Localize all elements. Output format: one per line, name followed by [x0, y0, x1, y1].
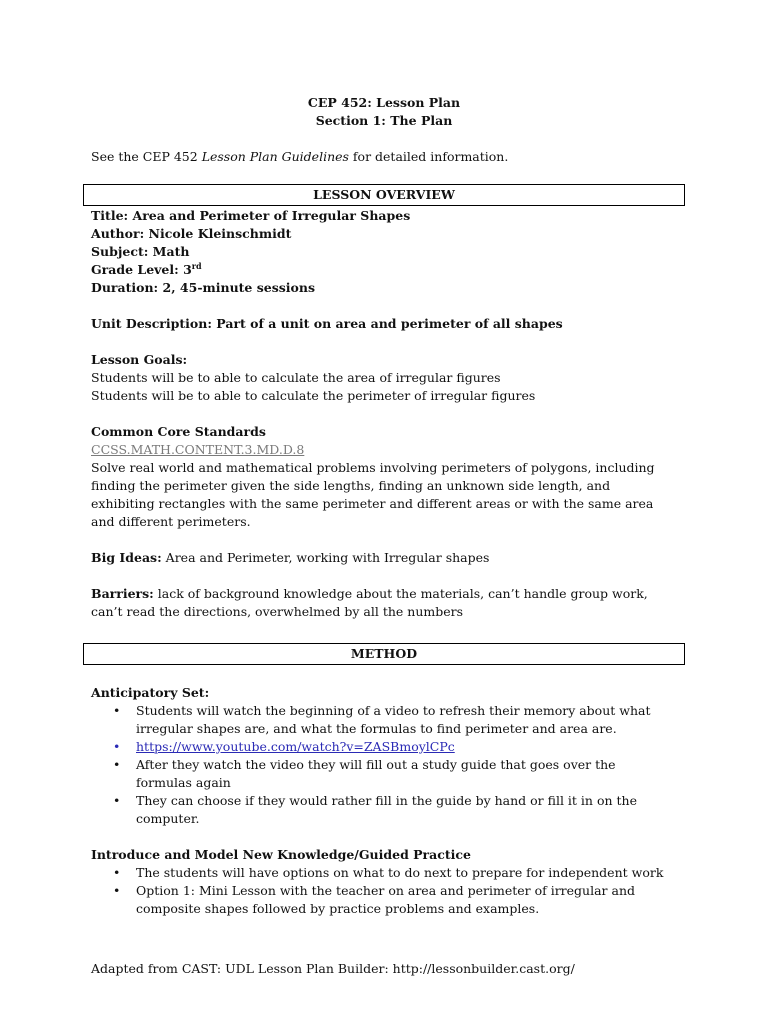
barriers: Barriers: lack of background knowledge about the materials, can’t handle group work, can’t read the directions, overwhelmed by all the numbers [91, 586, 648, 619]
title-line-1: CEP 452: Lesson Plan [307, 95, 461, 110]
big-ideas: Big Ideas: Area and Perimeter, working with Irregular shapes [91, 550, 490, 565]
intro-line [91, 148, 508, 166]
guided-practice-heading: Introduce and Model New Knowledge/Guided Practice [91, 847, 471, 862]
standard-code-link[interactable]: CCSS.MATH.CONTENT.3.MD.D.8 [91, 442, 305, 457]
list-item: • Option 1: Mini Lesson with the teacher on area and perimeter of irregular and composite shapes followed by practice problems and examples. [136, 882, 671, 918]
document-title [0, 94, 768, 130]
intro-after: for detailed information. [348, 149, 509, 164]
method-heading: METHOD [83, 643, 685, 665]
intro-before: See the CEP 452 [91, 149, 202, 164]
guided-practice-list [91, 864, 671, 918]
standard-description: Solve real world and mathematical problems involving perimeters of polygons, including finding the perimeter given the side lengths, finding an unknown side length, and exhibiting rectangles with the same perimeter and different areas or with the same area and different perimeters. [91, 460, 655, 529]
unit-description: Unit Description: Part of a unit on area and perimeter of all shapes [91, 316, 563, 331]
list-item: • After they watch the video they will fill out a study guide that goes over the formulas again [136, 756, 671, 792]
lesson-subject: Subject: Math [91, 244, 190, 259]
lesson-author: Author: Nicole Kleinschmidt [91, 226, 292, 241]
list-item: • Students will watch the beginning of a video to refresh their memory about what irregular shapes are, and what the formulas to find perimeter and area are. [136, 702, 671, 738]
anticipatory-list [91, 702, 671, 828]
lesson-goals-heading: Lesson Goals: [91, 352, 188, 367]
method-section [91, 684, 671, 918]
footer-attribution: Adapted from CAST: UDL Lesson Plan Builder: http://lessonbuilder.cast.org/ [91, 961, 575, 976]
guidelines-reference: Lesson Plan Guidelines [201, 149, 349, 164]
anticipatory-set-heading: Anticipatory Set: [91, 685, 210, 700]
video-link[interactable]: • https://www.youtube.com/watch?v=ZASBmoylCPc [136, 738, 671, 756]
grade-level: Grade Level: 3rd [91, 261, 202, 277]
lesson-goal: Students will be to able to calculate the area of irregular figures [91, 370, 501, 385]
lesson-duration: Duration: 2, 45-minute sessions [91, 280, 316, 295]
list-item: • The students will have options on what to do next to prepare for independent work [136, 864, 671, 882]
standards-heading: Common Core Standards [91, 424, 266, 439]
lesson-overview-section [91, 207, 671, 621]
title-line-2: Section 1: The Plan [315, 113, 453, 128]
lesson-goal: Students will be to able to calculate the perimeter of irregular figures [91, 388, 536, 403]
list-item: • They can choose if they would rather fill in the guide by hand or fill it in on the computer. [136, 792, 671, 828]
lesson-title: Title: Area and Perimeter of Irregular Shapes [91, 208, 411, 223]
lesson-overview-heading: LESSON OVERVIEW [83, 184, 685, 206]
